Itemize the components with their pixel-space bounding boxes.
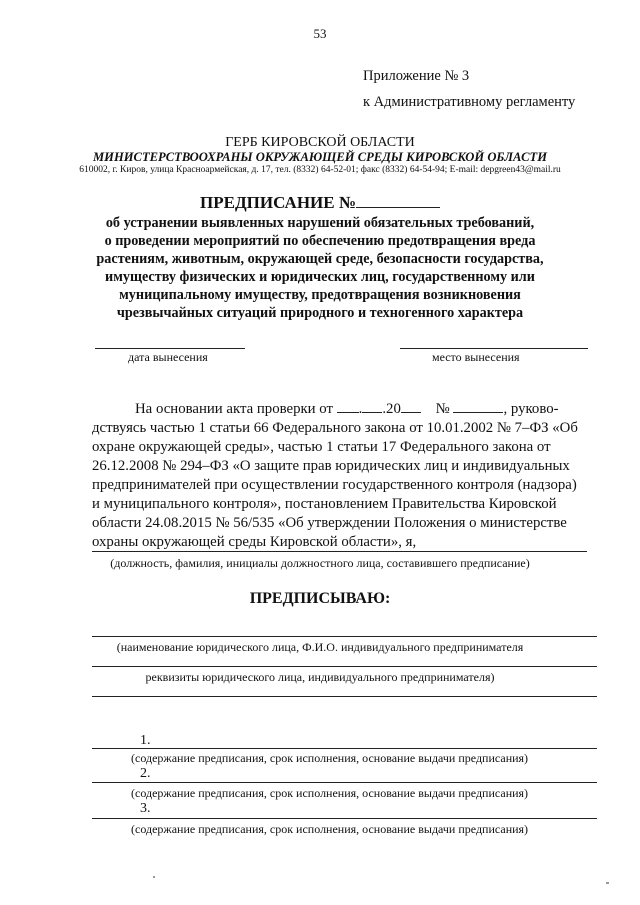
- date-caption: дата вынесения: [128, 350, 208, 364]
- place-field-line[interactable]: [400, 348, 588, 349]
- body-line: охраны окружающей среды Кировской области», я,: [92, 534, 417, 550]
- body-line: предпринимателей при осуществлении государственного контроля (надзора): [92, 477, 577, 493]
- scan-speck: [606, 882, 609, 884]
- official-caption: (должность, фамилия, инициалы должностного лица, составившего предписание): [110, 556, 530, 570]
- item-field-line[interactable]: [92, 748, 597, 749]
- page-number: 53: [313, 26, 327, 41]
- body-line: 26.12.2008 № 294–ФЗ «О защите прав юридических лиц и индивидуальных: [92, 458, 570, 474]
- date-field-line[interactable]: [95, 348, 245, 349]
- official-field-line[interactable]: [92, 551, 587, 552]
- prescription-number-blank[interactable]: [356, 195, 440, 208]
- entity-field-line[interactable]: [92, 636, 597, 637]
- entity-details-field-line[interactable]: [92, 666, 597, 667]
- act-day-blank[interactable]: [337, 400, 359, 413]
- body-first-line: [135, 400, 559, 419]
- place-caption: место вынесения: [432, 350, 520, 364]
- subtitle-line: чрезвычайных ситуаций природного и техногенного характера: [116, 305, 524, 321]
- document-title: [0, 193, 640, 213]
- document-subtitle: [0, 214, 640, 322]
- subtitle-line: растениям, животным, окружающей среде, безопасности государства,: [96, 251, 544, 267]
- document-title-text: ПРЕДПИСАНИЕ №: [200, 193, 356, 212]
- act-number-blank[interactable]: [453, 400, 503, 413]
- item-number: 1.: [140, 733, 151, 748]
- subtitle-line: о проведении мероприятий по обеспечению предотвращения вреда: [104, 233, 536, 249]
- subtitle-line: муниципальному имуществу, предотвращения возникновения: [119, 287, 521, 303]
- act-number-sign: №: [435, 401, 450, 417]
- item-caption: (содержание предписания, срок исполнения, основание выдачи предписания): [131, 822, 529, 836]
- appendix-regulation: к Административному регламенту: [363, 94, 576, 110]
- subtitle-line: имуществу физических и юридических лиц, государственному или: [105, 269, 535, 285]
- body-line: и муниципального контроля», постановлением Правительства Кировской: [92, 496, 557, 512]
- item-field-line[interactable]: [92, 818, 597, 819]
- ministry-address: 610002, г. Киров, улица Красноармейская, д. 17, тел. (8332) 64-52-01; факс (8332) 64-54-94; E-mail: depgreen43@mail.ru: [79, 165, 561, 175]
- item-caption: (содержание предписания, срок исполнения, основание выдачи предписания): [131, 786, 529, 800]
- body-first-line-end: , руково-: [503, 401, 559, 417]
- prescribe-heading: ПРЕДПИСЫВАЮ:: [249, 590, 391, 607]
- appendix-number: Приложение № 3: [363, 68, 470, 84]
- body-line: дствуясь частью 1 статьи 66 Федерального закона от 10.01.2002 № 7–ФЗ «Об: [92, 420, 578, 436]
- body-line: области 24.08.2015 № 56/535 «Об утверждении Положения о министерстве: [92, 515, 567, 531]
- entity-caption: (наименование юридического лица, Ф.И.О. индивидуального предпринимателя: [116, 640, 524, 654]
- item-number: 3.: [140, 801, 151, 816]
- date-year-prefix: .20: [382, 401, 401, 417]
- item-number: 2.: [140, 766, 151, 781]
- date-separator: .: [358, 401, 363, 417]
- body-paragraph: [92, 419, 578, 552]
- body-line: охране окружающей среды», частью 1 статьи 17 Федерального закона от: [92, 439, 551, 455]
- entity-extra-field-line[interactable]: [92, 696, 597, 697]
- act-year-blank[interactable]: [401, 400, 421, 413]
- ministry-name: МИНИСТЕРСТВООХРАНЫ ОКРУЖАЮЩЕЙ СРЕДЫ КИРОВСКОЙ ОБЛАСТИ: [92, 150, 548, 164]
- body-first-line-start: На основании акта проверки от: [135, 401, 333, 417]
- coat-of-arms-label: ГЕРБ КИРОВСКОЙ ОБЛАСТИ: [225, 135, 415, 150]
- item-caption: (содержание предписания, срок исполнения, основание выдачи предписания): [131, 751, 529, 765]
- item-field-line[interactable]: [92, 782, 597, 783]
- scan-speck: [153, 876, 155, 878]
- entity-details-caption: реквизиты юридического лица, индивидуального предпринимателя): [145, 670, 495, 684]
- subtitle-line: об устранении выявленных нарушений обязательных требований,: [105, 215, 535, 231]
- act-month-blank[interactable]: [362, 400, 382, 413]
